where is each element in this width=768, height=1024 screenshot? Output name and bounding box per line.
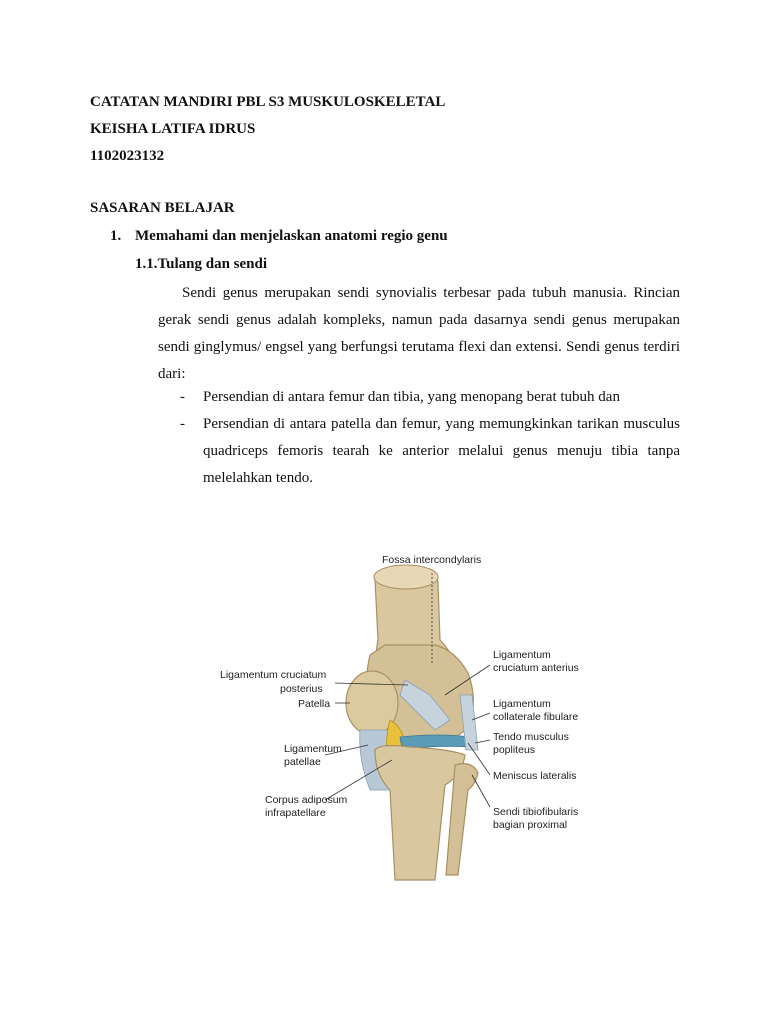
label-lig-pat-2: patellae — [284, 756, 321, 768]
bullet-list — [180, 384, 680, 492]
bullet-dash: - — [180, 416, 185, 432]
label-lcp-1: Ligamentum cruciatum — [220, 669, 327, 681]
femur-top — [374, 565, 438, 589]
label-lig-pat-1: Ligamentum — [284, 743, 342, 755]
section-title: SASARAN BELAJAR — [90, 200, 235, 216]
label-lcf-1: Ligamentum — [493, 698, 551, 710]
label-lcp-2: posterius — [280, 683, 323, 695]
author-name: KEISHA LATIFA IDRUS — [90, 121, 256, 137]
list-item — [180, 411, 680, 492]
student-id: 1102023132 — [90, 148, 165, 164]
label-patella: Patella — [298, 698, 331, 710]
knee-anatomy-figure — [210, 545, 600, 885]
objective-text: Memahami dan menjelaskan anatomi regio genu — [135, 228, 448, 244]
label-lca-1: Ligamentum — [493, 649, 551, 661]
label-fossa: Fossa intercondylaris — [382, 554, 482, 566]
label-tibiofib-1: Sendi tibiofibularis — [493, 806, 579, 818]
label-lca-2: cruciatum anterius — [493, 662, 579, 674]
label-tendo-1: Tendo musculus — [493, 731, 569, 743]
label-lcf-2: collaterale fibulare — [493, 711, 579, 723]
subsection-heading: 1.1.Tulang dan sendi — [135, 256, 268, 272]
label-corpus-2: infrapatellare — [265, 807, 326, 819]
objective-number: 1. — [110, 228, 122, 244]
body-paragraph: Sendi genus merupakan sendi synovialis terbesar pada tubuh manusia. Rincian gerak sendi genus adalah kompleks, namun pada dasarnya sendi genus merupakan sendi ginglymus/ engsel yang berfungsi terutama flexi dan extensi. Sendi genus terdiri dari: — [158, 285, 680, 382]
list-item-text: Persendian di antara femur dan tibia, yang menopang berat tubuh dan — [203, 389, 620, 405]
label-tendo-2: popliteus — [493, 744, 536, 756]
list-item — [180, 384, 680, 411]
label-corpus-1: Corpus adiposum — [265, 794, 348, 806]
label-meniscus: Meniscus lateralis — [493, 770, 577, 782]
bullet-dash: - — [180, 389, 185, 405]
label-tibiofib-2: bagian proximal — [493, 819, 568, 831]
document-title: CATATAN MANDIRI PBL S3 MUSKULOSKELETAL — [90, 94, 446, 110]
learning-objective-1 — [110, 228, 448, 245]
list-item-text: Persendian di antara patella dan femur, yang memungkinkan tarikan musculus quadriceps femoris tearah ke anterior melalui genus menuju tibia tanpa melelahkan tendo. — [203, 416, 680, 486]
